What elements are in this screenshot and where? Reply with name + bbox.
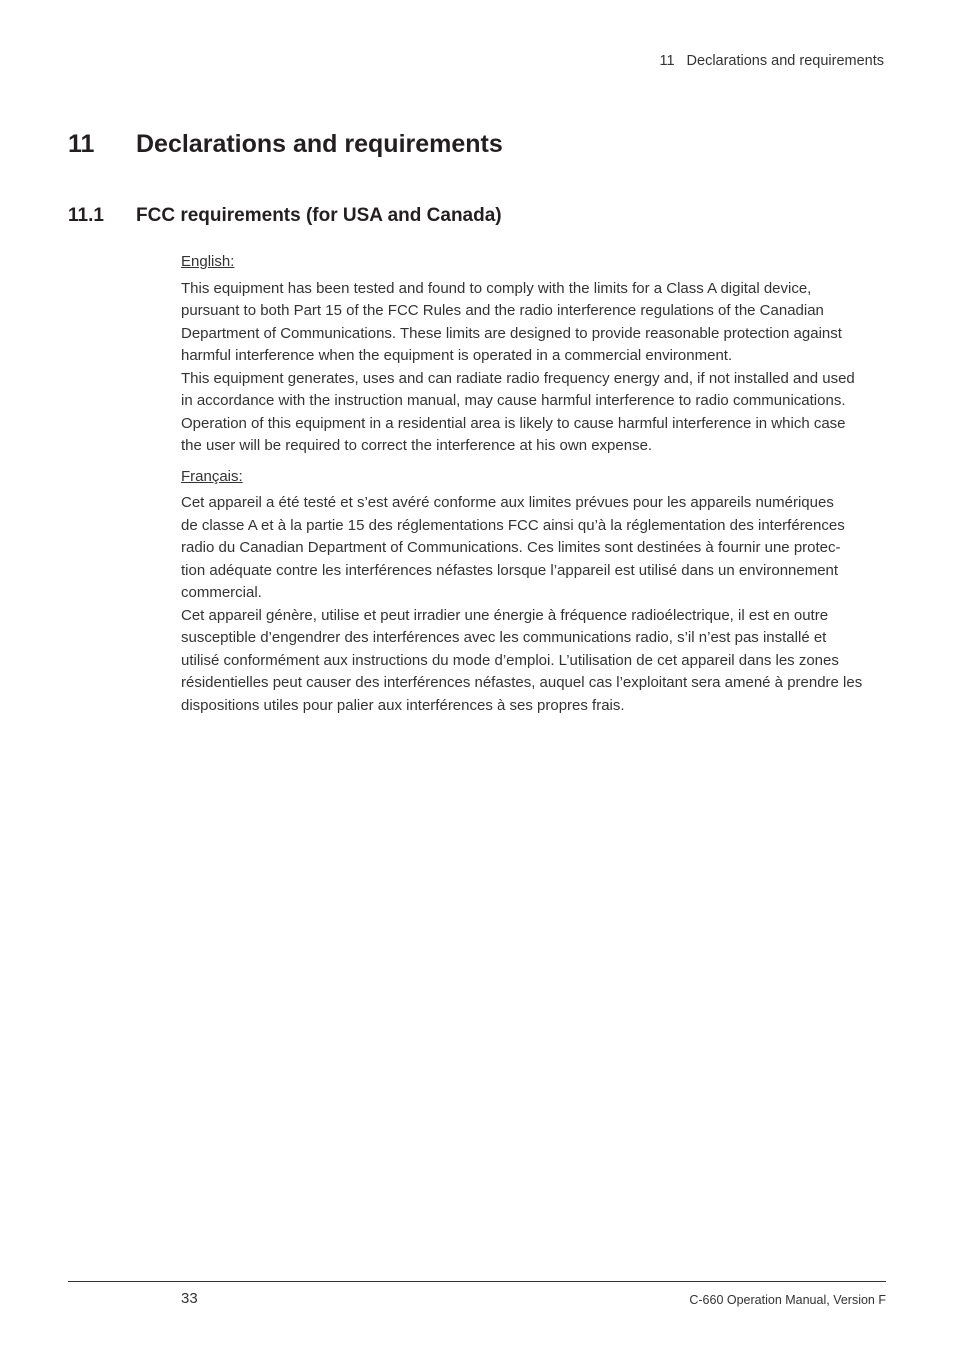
section-heading	[68, 205, 502, 227]
text-line: harmful interference when the equipment is operated in a commercial environment.	[181, 347, 733, 364]
french-block	[181, 466, 885, 718]
text-line: This equipment has been tested and found to comply with the limits for a Class A digital device,	[181, 279, 812, 297]
chapter-number: 11	[68, 130, 95, 158]
document-title-footer: C-660 Operation Manual, Version F	[689, 1293, 886, 1307]
text-line: Cet appareil a été testé et s’est avéré conforme aux limites prévues pour les appareils numériques	[181, 494, 834, 511]
text-line: utilisé conformément aux instructions du mode d’emploi. L’utilisation de cet appareil dans les zones	[181, 651, 839, 669]
text-line: tion adéquate contre les interférences néfastes lorsque l’appareil est utilisé dans un environnement	[181, 561, 839, 579]
french-label: Français:	[181, 467, 243, 485]
english-block	[181, 251, 885, 458]
page-number: 33	[181, 1290, 198, 1307]
text-line: pursuant to both Part 15 of the FCC Rules and the radio interference regulations of the Canadian	[181, 302, 824, 319]
text-line: in accordance with the instruction manual, may cause harmful interference to radio communications.	[181, 392, 846, 409]
english-paragraph-1	[181, 278, 885, 368]
text-line: Cet appareil génère, utilise et peut irradier une énergie à fréquence radioélectrique, il est en outre	[181, 606, 829, 624]
text-line: Department of Communications. These limits are designed to provide reasonable protection against	[181, 324, 842, 342]
chapter-title: Declarations and requirements	[136, 130, 503, 158]
header-chapter-number: 11	[659, 53, 675, 69]
section-title: FCC requirements (for USA and Canada)	[136, 205, 502, 226]
text-line: This equipment generates, uses and can radiate radio frequency energy and, if not installed and used	[181, 369, 855, 387]
english-label: English:	[181, 253, 235, 270]
header-chapter-title: Declarations and requirements	[686, 53, 884, 69]
french-paragraph-2	[181, 605, 885, 718]
document-body	[181, 251, 885, 725]
french-paragraph-1	[181, 492, 885, 605]
chapter-heading	[68, 130, 503, 159]
text-line: radio du Canadian Department of Communications. Ces limites sont destinées à fournir une protec-	[181, 539, 841, 556]
text-line: commercial.	[181, 584, 262, 601]
footer-divider	[68, 1281, 886, 1282]
text-line: the user will be required to correct the interference at his own expense.	[181, 437, 653, 454]
text-line: dispositions utiles pour palier aux interférences à ses propres frais.	[181, 696, 625, 714]
text-line: Operation of this equipment in a residential area is likely to cause harmful interference in which case	[181, 414, 846, 432]
text-line: susceptible d’engendrer des interférences avec les communications radio, s’il n’est pas installé et	[181, 629, 827, 646]
text-line: de classe A et à la partie 15 des réglementations FCC ainsi qu’à la réglementation des interférences	[181, 516, 845, 534]
english-paragraph-2	[181, 368, 885, 458]
text-line: résidentielles peut causer des interférences néfastes, auquel cas l’exploitant sera amené à prendre les	[181, 674, 863, 691]
running-header	[659, 53, 884, 69]
section-number: 11.1	[68, 205, 104, 226]
